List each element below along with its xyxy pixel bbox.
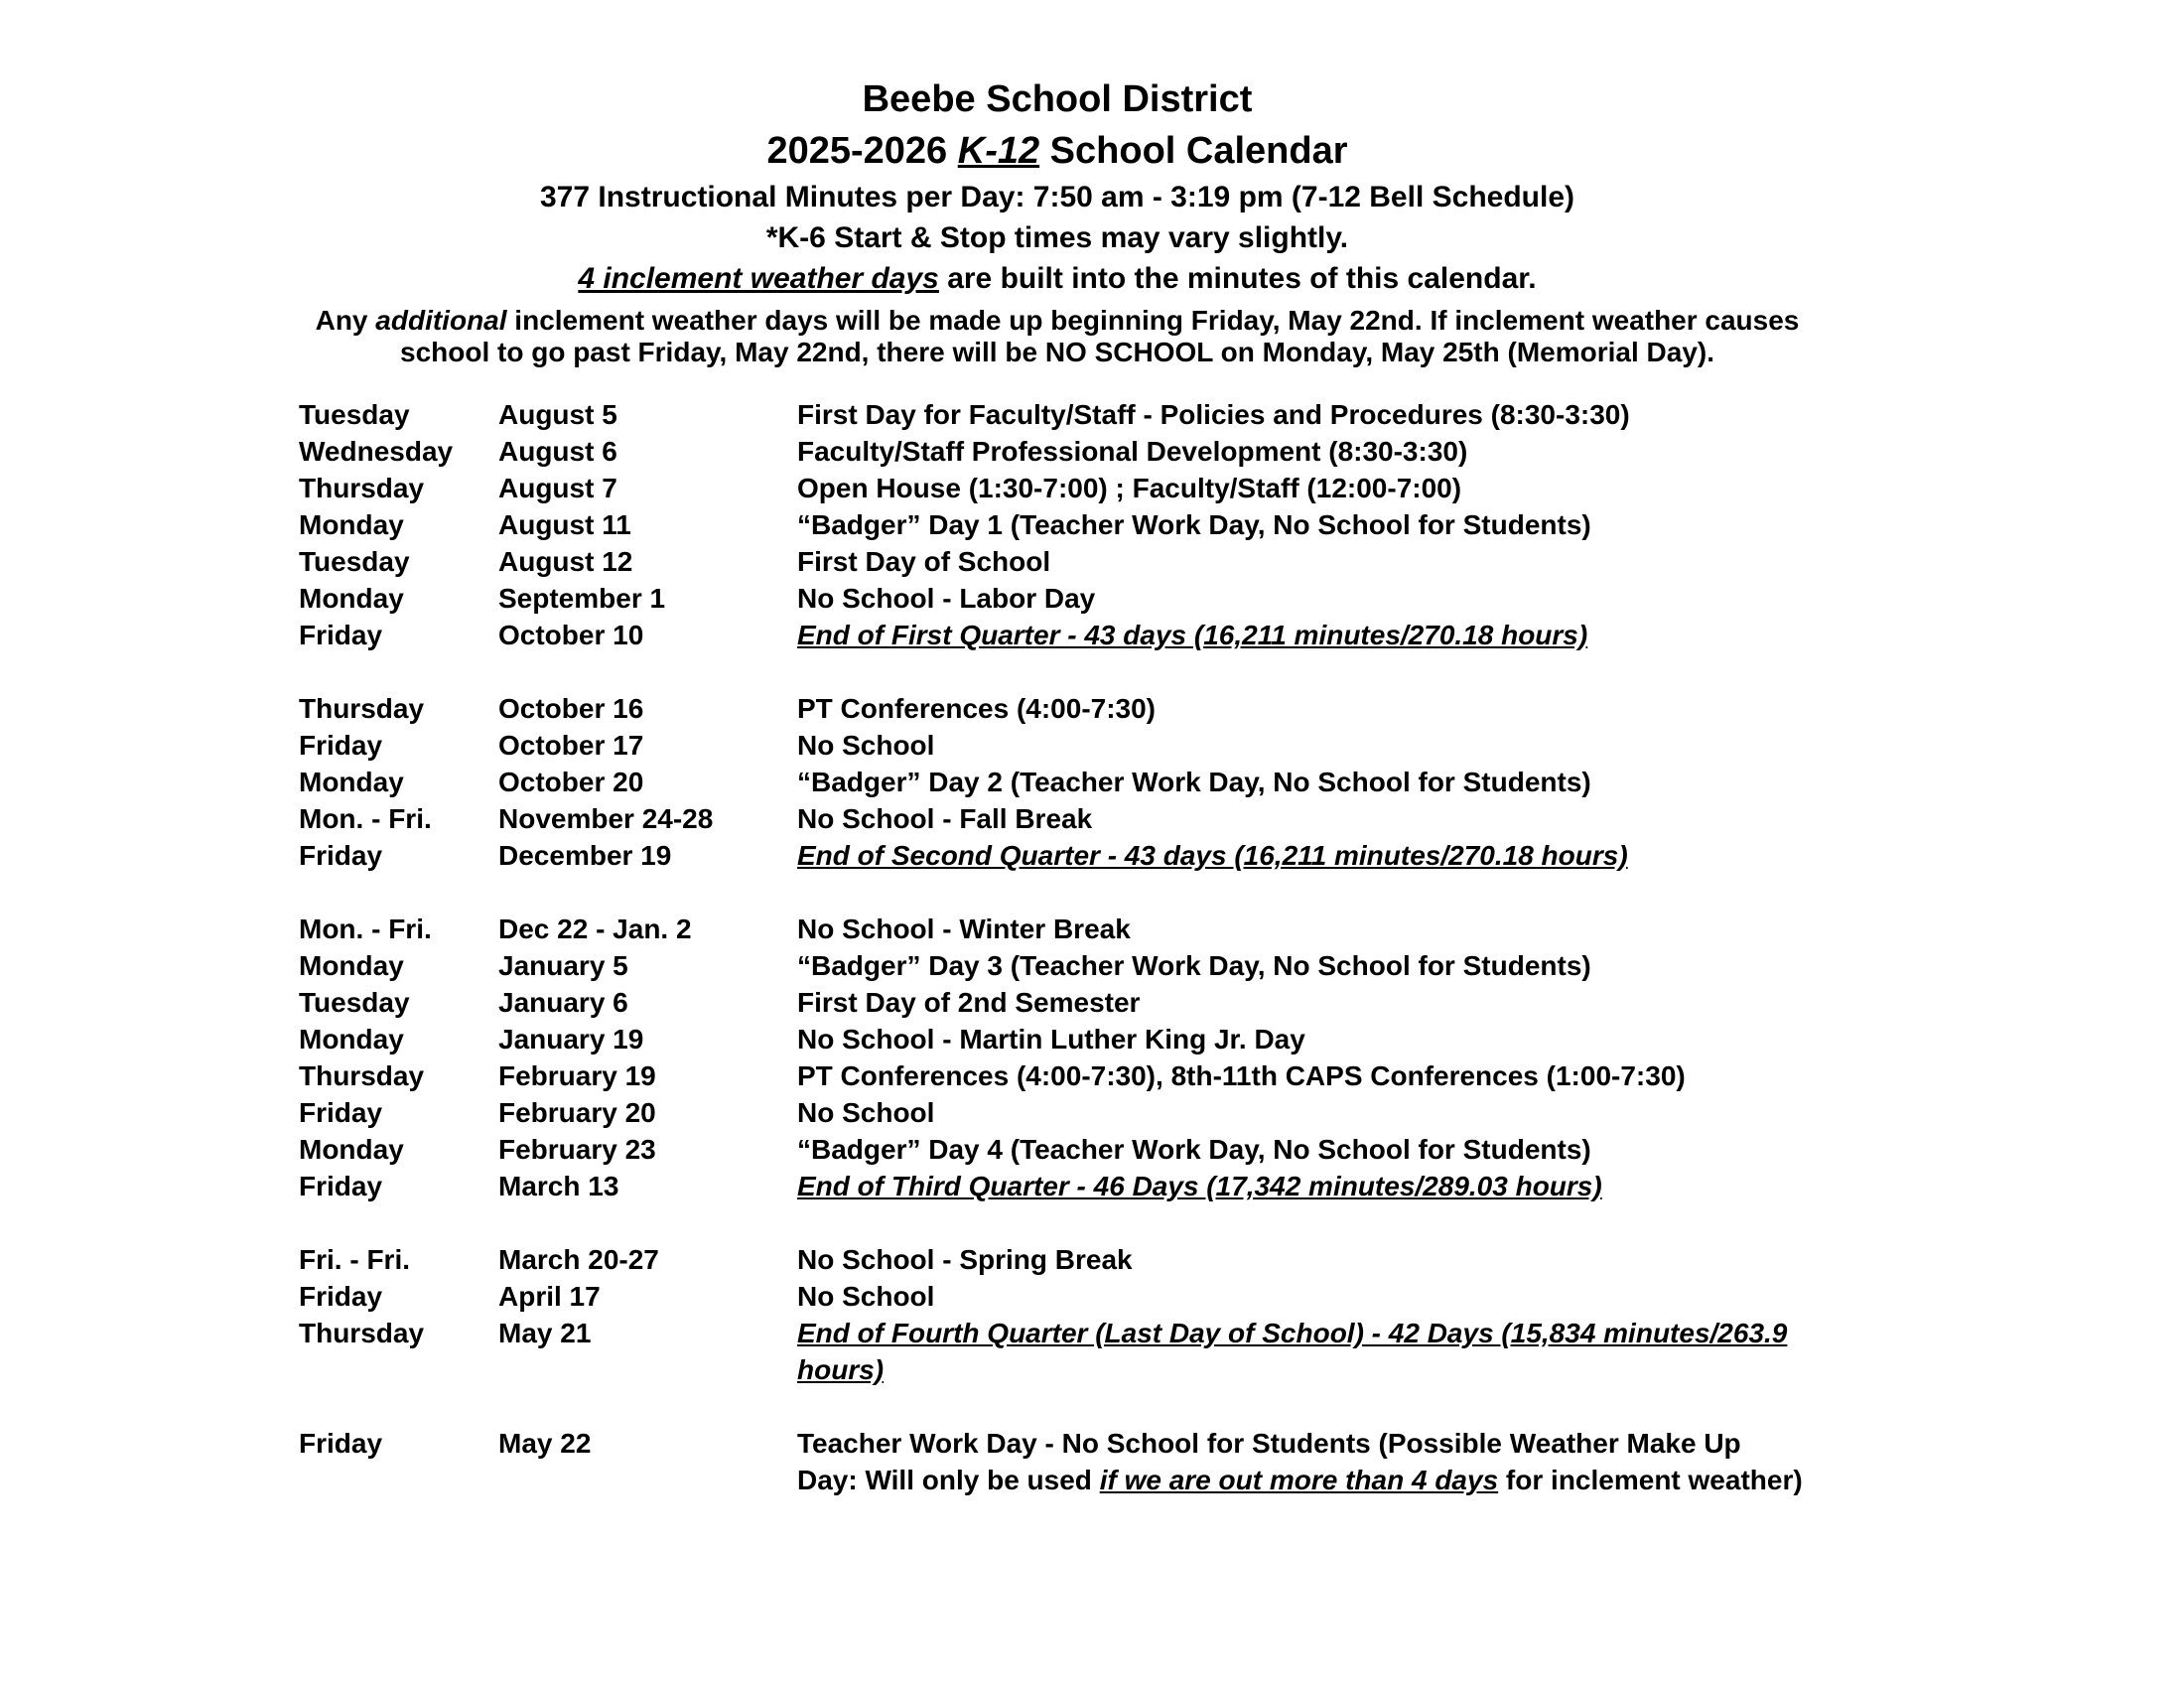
row-date: August 7 [498,473,617,503]
calendar-row [299,1168,1808,1204]
calendar-header [0,73,2115,368]
row-day: Tuesday [299,987,410,1018]
district-name: Beebe School District [862,78,1253,120]
row-day: Friday [299,840,383,871]
row-day: Wednesday [299,436,454,467]
calendar-row [299,911,1808,947]
row-event: “Badger” Day 3 (Teacher Work Day, No School for Students) [797,950,1591,981]
weather-days-line [0,258,2115,299]
row-day: Mon. - Fri. [299,803,432,834]
row-day: Thursday [299,1060,425,1091]
calendar-row [299,506,1808,543]
calendar-row [299,1094,1808,1131]
quarter-end-event: End of Third Quarter - 46 Days (17,342 minutes/289.03 hours) [797,1171,1602,1201]
row-day: Monday [299,767,404,797]
row-event: Open House (1:30-7:00) ; Faculty/Staff (12:00-7:00) [797,473,1462,503]
calendar-row [299,984,1808,1021]
calendar-row [299,1057,1808,1094]
event-condition-emphasis: if we are out more than 4 days [1099,1465,1499,1495]
row-day: Monday [299,1024,404,1055]
row-event: First Day of 2nd Semester [797,987,1141,1018]
row-event: First Day for Faculty/Staff - Policies and Procedures (8:30-3:30) [797,399,1630,430]
title-year: 2025-2026 [766,130,958,172]
row-event: “Badger” Day 1 (Teacher Work Day, No School for Students) [797,509,1591,540]
row-day: Mon. - Fri. [299,914,432,944]
row-date: August 12 [498,546,633,577]
row-day: Tuesday [299,399,410,430]
row-event: No School [797,1097,935,1128]
group-spacer [299,874,1808,911]
row-date: January 6 [498,987,628,1018]
title-suffix: School Calendar [1039,130,1348,172]
instructional-minutes-line: 377 Instructional Minutes per Day: 7:50 am - 3:19 pm (7-12 Bell Schedule) [540,181,1574,213]
row-event: “Badger” Day 2 (Teacher Work Day, No School for Students) [797,767,1591,797]
row-event: No School [797,730,935,761]
calendar-row [299,837,1808,874]
row-date: October 10 [498,620,644,650]
k6-times-note: *K-6 Start & Stop times may vary slightly. [765,221,1349,254]
quarter-end-event: End of First Quarter - 43 days (16,211 minutes/270.18 hours) [797,620,1588,650]
row-day: Monday [299,583,404,614]
row-day: Friday [299,1281,383,1312]
note-additional: additional [375,305,507,336]
row-date: August 5 [498,399,617,430]
group-spacer [299,653,1808,690]
row-date: February 20 [498,1097,656,1128]
row-event: “Badger” Day 4 (Teacher Work Day, No School for Students) [797,1134,1591,1165]
row-date: April 17 [498,1281,601,1312]
row-day: Fri. - Fri. [299,1244,410,1275]
row-day: Thursday [299,693,425,724]
row-event [797,1425,1808,1498]
note-rest: inclement weather days will be made up beginning Friday, May 22nd. If inclement weather causes school to go past Friday, May 22nd, there will be NO SCHOOL on Monday, May 25th (Memorial Day). [400,305,1800,367]
row-date: August 11 [498,509,631,540]
quarter-end-event: End of Second Quarter - 43 days (16,211 minutes/270.18 hours) [797,840,1628,871]
row-day: Thursday [299,1318,425,1348]
weather-days-emphasis: 4 inclement weather days [578,262,939,295]
calendar-row [299,1315,1808,1388]
row-event: No School - Fall Break [797,803,1093,834]
row-day: Friday [299,620,383,650]
row-event: No School - Martin Luther King Jr. Day [797,1024,1305,1055]
row-day: Friday [299,1428,383,1459]
calendar-row [299,690,1808,727]
note-start: Any [315,305,376,336]
row-date: November 24-28 [498,803,714,834]
row-day: Friday [299,730,383,761]
calendar-row [299,764,1808,800]
row-event: PT Conferences (4:00-7:30), 8th-11th CAPS Conferences (1:00-7:30) [797,1060,1686,1091]
row-date: May 22 [498,1428,592,1459]
event-text-end: for inclement weather) [1498,1465,1803,1495]
row-date: October 16 [498,693,644,724]
row-date: May 21 [498,1318,592,1348]
calendar-row [299,396,1808,433]
row-date: January 5 [498,950,628,981]
row-day: Monday [299,1134,404,1165]
row-event: No School - Labor Day [797,583,1096,614]
event-text-start: Teacher Work Day - No School for Students (Possible Weather Make Up Day: Will only be used [797,1428,1741,1495]
row-event: No School - Spring Break [797,1244,1133,1275]
calendar-row [299,947,1808,984]
row-event: No School [797,1281,935,1312]
row-event: First Day of School [797,546,1051,577]
row-day: Friday [299,1171,383,1201]
row-date: Dec 22 - Jan. 2 [498,914,692,944]
row-date: March 20-27 [498,1244,659,1275]
row-date: February 23 [498,1134,656,1165]
calendar-title [0,125,2115,177]
row-day: Friday [299,1097,383,1128]
row-day: Monday [299,950,404,981]
row-date: October 20 [498,767,644,797]
calendar-row [299,1021,1808,1057]
row-date: August 6 [498,436,617,467]
row-date: March 13 [498,1171,619,1201]
row-event: No School - Winter Break [797,914,1131,944]
row-date: January 19 [498,1024,644,1055]
calendar-row [299,727,1808,764]
group-spacer [299,1204,1808,1241]
calendar-row [299,580,1808,617]
row-event: PT Conferences (4:00-7:30) [797,693,1157,724]
row-day: Thursday [299,473,425,503]
calendar-row [299,1425,1808,1498]
weather-days-rest: are built into the minutes of this calendar. [938,262,1537,295]
calendar-row [299,433,1808,470]
calendar-row [299,543,1808,580]
row-date: September 1 [498,583,666,614]
title-grades: K-12 [957,130,1040,172]
row-date: December 19 [498,840,672,871]
row-event: Faculty/Staff Professional Development (8:30-3:30) [797,436,1468,467]
makeup-days-note [0,305,2115,368]
quarter-end-event: End of Fourth Quarter (Last Day of School) - 42 Days (15,834 minutes/263.9 hours) [797,1318,1788,1385]
calendar-row [299,470,1808,506]
calendar-row [299,1278,1808,1315]
row-date: October 17 [498,730,644,761]
row-date: February 19 [498,1060,656,1091]
calendar-row [299,1131,1808,1168]
group-spacer [299,1388,1808,1425]
calendar-row [299,1241,1808,1278]
calendar-row [299,617,1808,653]
calendar-row [299,800,1808,837]
row-day: Monday [299,509,404,540]
calendar-list [299,396,1808,1498]
row-day: Tuesday [299,546,410,577]
